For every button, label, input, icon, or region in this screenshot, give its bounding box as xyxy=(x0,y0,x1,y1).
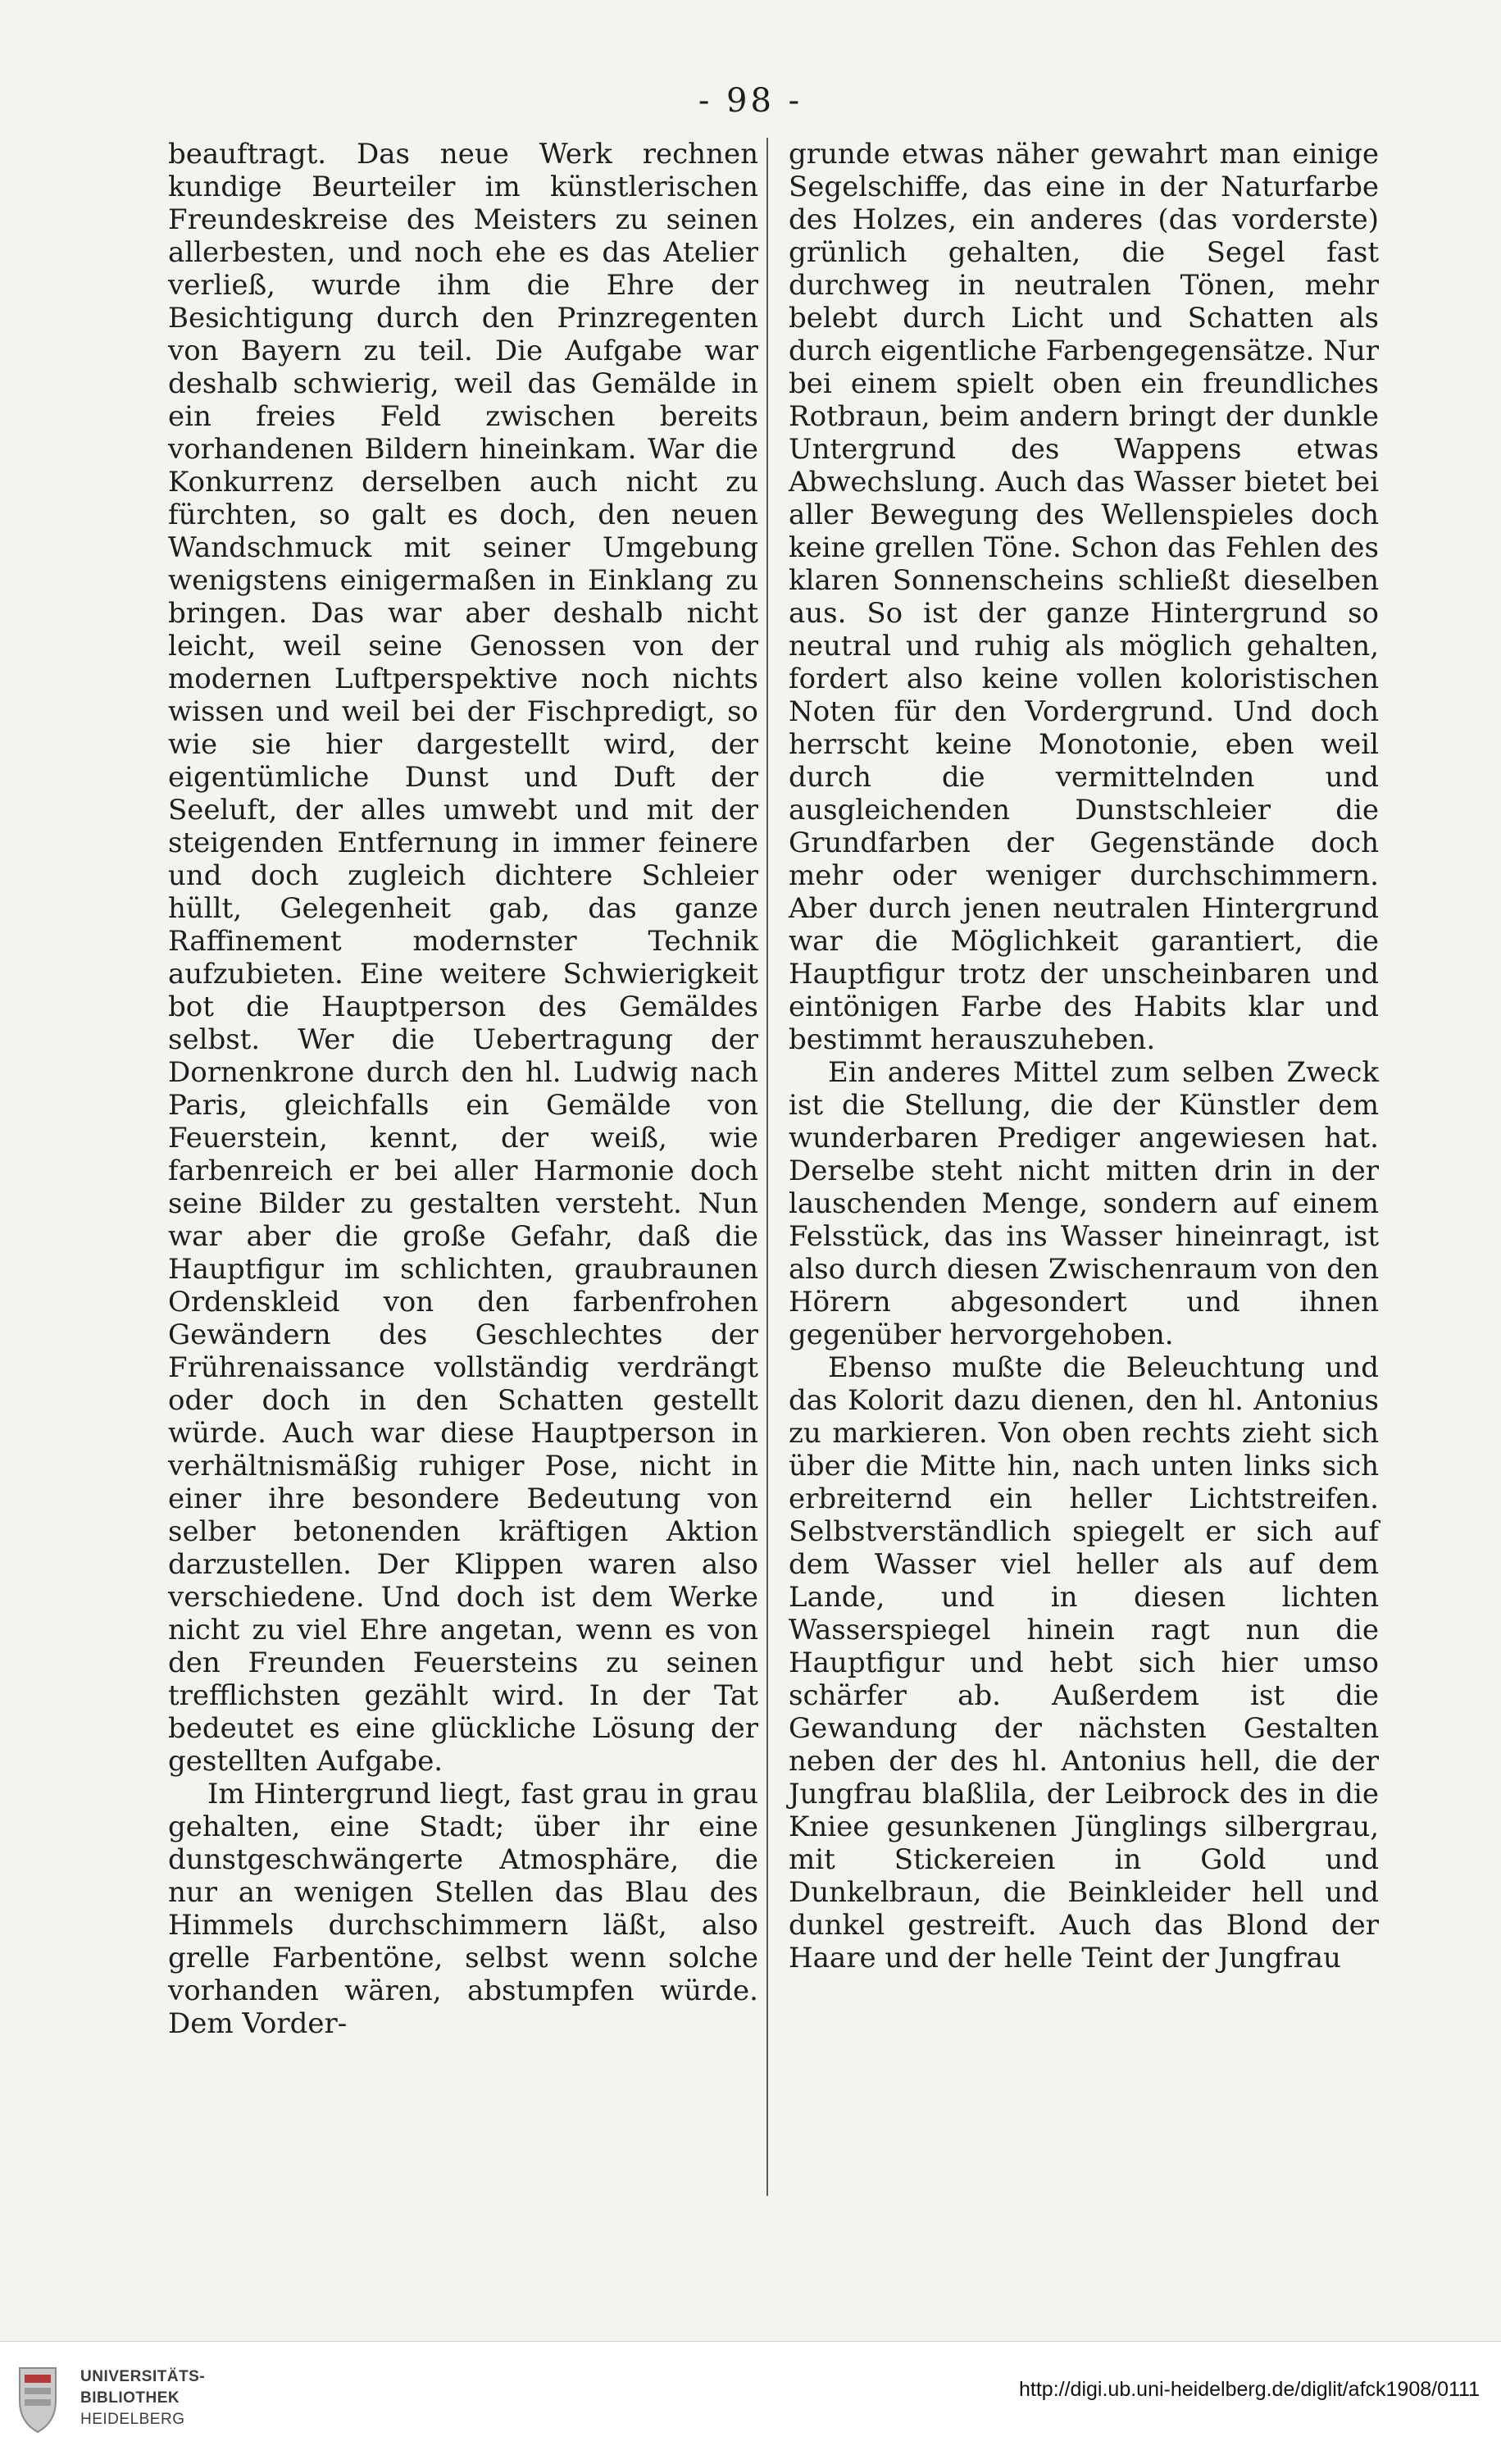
page-number: - 98 - xyxy=(698,82,803,120)
library-line: BIBLIOTHEK xyxy=(80,2389,180,2407)
footer-bar xyxy=(0,2342,1501,2464)
library-line: HEIDELBERG xyxy=(80,2411,185,2428)
paragraph: beauftragt. Das neue Werk rechnen kundige Beurteiler im künstlerischen Freundeskreise des Meisters zu seinen allerbesten, und noch ehe es das Atelier verließ, wurde ihm die Ehre der Besichtigung durch den Prinzregenten von Bayern zu teil. Die Aufgabe war deshalb schwierig, weil das Gemälde in ein freies Feld zwischen bereits vorhandenen Bildern hineinkam. War die Konkurrenz derselben auch nicht zu fürchten, so galt es doch, den neuen Wandschmuck mit seiner Umgebung wenigstens einigermaßen in Einklang zu bringen. Das war aber deshalb nicht leicht, weil seine Genossen von der modernen Luftperspektive noch nichts wissen und weil bei der Fischpredigt, so wie sie hier dargestellt wird, der eigentümliche Dunst und Duft der Seeluft, der alles umwebt und mit der steigenden Entfernung in immer feinere und doch zugleich dichtere Schleier hüllt, Gelegenheit gab, das ganze Raffinement modernster Technik aufzubieten. Eine weitere Schwierigkeit bot die Hauptperson des Gemäldes selbst. Wer die Uebertragung der Dornenkrone durch den hl. Ludwig nach Paris, gleichfalls ein Gemälde von Feuerstein, kennt, der weiß, wie farbenreich er bei aller Harmonie doch seine Bilder zu gestalten versteht. Nun war aber die große Gefahr, daß die Hauptfigur im schlichten, graubraunen Ordenskleid von den farbenfrohen Gewändern des Geschlechtes der Frührenaissance vollständig verdrängt oder doch in den Schatten gestellt würde. Auch war diese Hauptperson in verhältnismäßig ruhiger Pose, nicht in einer ihre besondere Bedeutung von selber betonenden kräftigen Aktion darzustellen. Der Klippen waren also verschiedene. Und doch ist dem Werke nicht zu viel Ehre angetan, wenn es von den Freunden Feuersteins zu seinen trefflichsten gezählt wird. In der Tat bedeutet es eine glückliche Lösung der gestellten Aufgabe. xyxy=(168,138,758,1778)
library-name xyxy=(80,2366,205,2430)
column-divider xyxy=(766,138,768,2196)
library-line: UNIVERSITÄTS- xyxy=(80,2368,206,2385)
paragraph: grunde etwas näher gewahrt man einige Segelschiffe, das eine in der Naturfarbe des Holzes, ein anderes (das vorderste) grünlich gehalten, die Segel fast durchweg in neutralen Tönen, mehr belebt durch Licht und Schatten als durch eigentliche Farbengegensätze. Nur bei einem spielt oben ein freundliches Rotbraun, beim andern bringt der dunkle Untergrund des Wappens etwas Abwechslung. Auch das Wasser bietet bei aller Bewegung des Wellenspieles doch keine grellen Töne. Schon das Fehlen des klaren Sonnenscheins schließt dieselben aus. So ist der ganze Hintergrund so neutral und ruhig als möglich gehalten, fordert also keine vollen koloristischen Noten für den Vordergrund. Und doch herrscht keine Monotonie, eben weil durch die vermittelnden und ausgleichenden Dunstschleier die Grundfarben der Gegenstände doch mehr oder weniger durchschimmern. Aber durch jenen neutralen Hintergrund war die Möglichkeit garantiert, die Hauptfigur trotz der unscheinbaren und eintönigen Farbe des Habits klar und bestimmt herauszuheben. xyxy=(789,138,1379,1056)
left-column xyxy=(168,138,758,2040)
right-column xyxy=(789,138,1379,1974)
source-url-link[interactable]: http://digi.ub.uni-heidelberg.de/diglit/afck1908/0111 xyxy=(1019,2378,1480,2401)
university-seal-icon xyxy=(13,2363,62,2435)
paragraph: Im Hintergrund liegt, fast grau in grau gehalten, eine Stadt; über ihr eine dunstgeschwängerte Atmosphäre, die nur an wenigen Stellen das Blau des Himmels durchschimmern läßt, also grelle Farbentöne, selbst wenn solche vorhanden wären, abstumpfen würde. Dem Vorder- xyxy=(168,1778,758,2040)
paragraph: Ein anderes Mittel zum selben Zweck ist die Stellung, die der Künstler dem wunderbaren Prediger angewiesen hat. Derselbe steht nicht mitten drin in der lauschenden Menge, sondern auf einem Felsstück, das ins Wasser hineinragt, ist also durch diesen Zwischenraum von den Hörern abgesondert und ihnen gegenüber hervorgehoben. xyxy=(789,1056,1379,1351)
paragraph: Ebenso mußte die Beleuchtung und das Kolorit dazu dienen, den hl. Antonius zu markieren. Von oben rechts zieht sich über die Mitte hin, nach unten links sich erbreiternd ein heller Lichtstreifen. Selbstverständlich spiegelt er sich auf dem Wasser viel heller als auf dem Lande, und in diesen lichten Wasserspiegel hinein ragt nun die Hauptfigur und hebt sich hier umso schärfer ab. Außerdem ist die Gewandung der nächsten Gestalten neben der des hl. Antonius hell, die der Jungfrau blaßlila, der Leibrock des in die Kniee gesunkenen Jünglings silbergrau, mit Stickereien in Gold und Dunkelbraun, die Beinkleider hell und dunkel gestreift. Auch das Blond der Haare und der helle Teint der Jungfrau xyxy=(789,1351,1379,1974)
